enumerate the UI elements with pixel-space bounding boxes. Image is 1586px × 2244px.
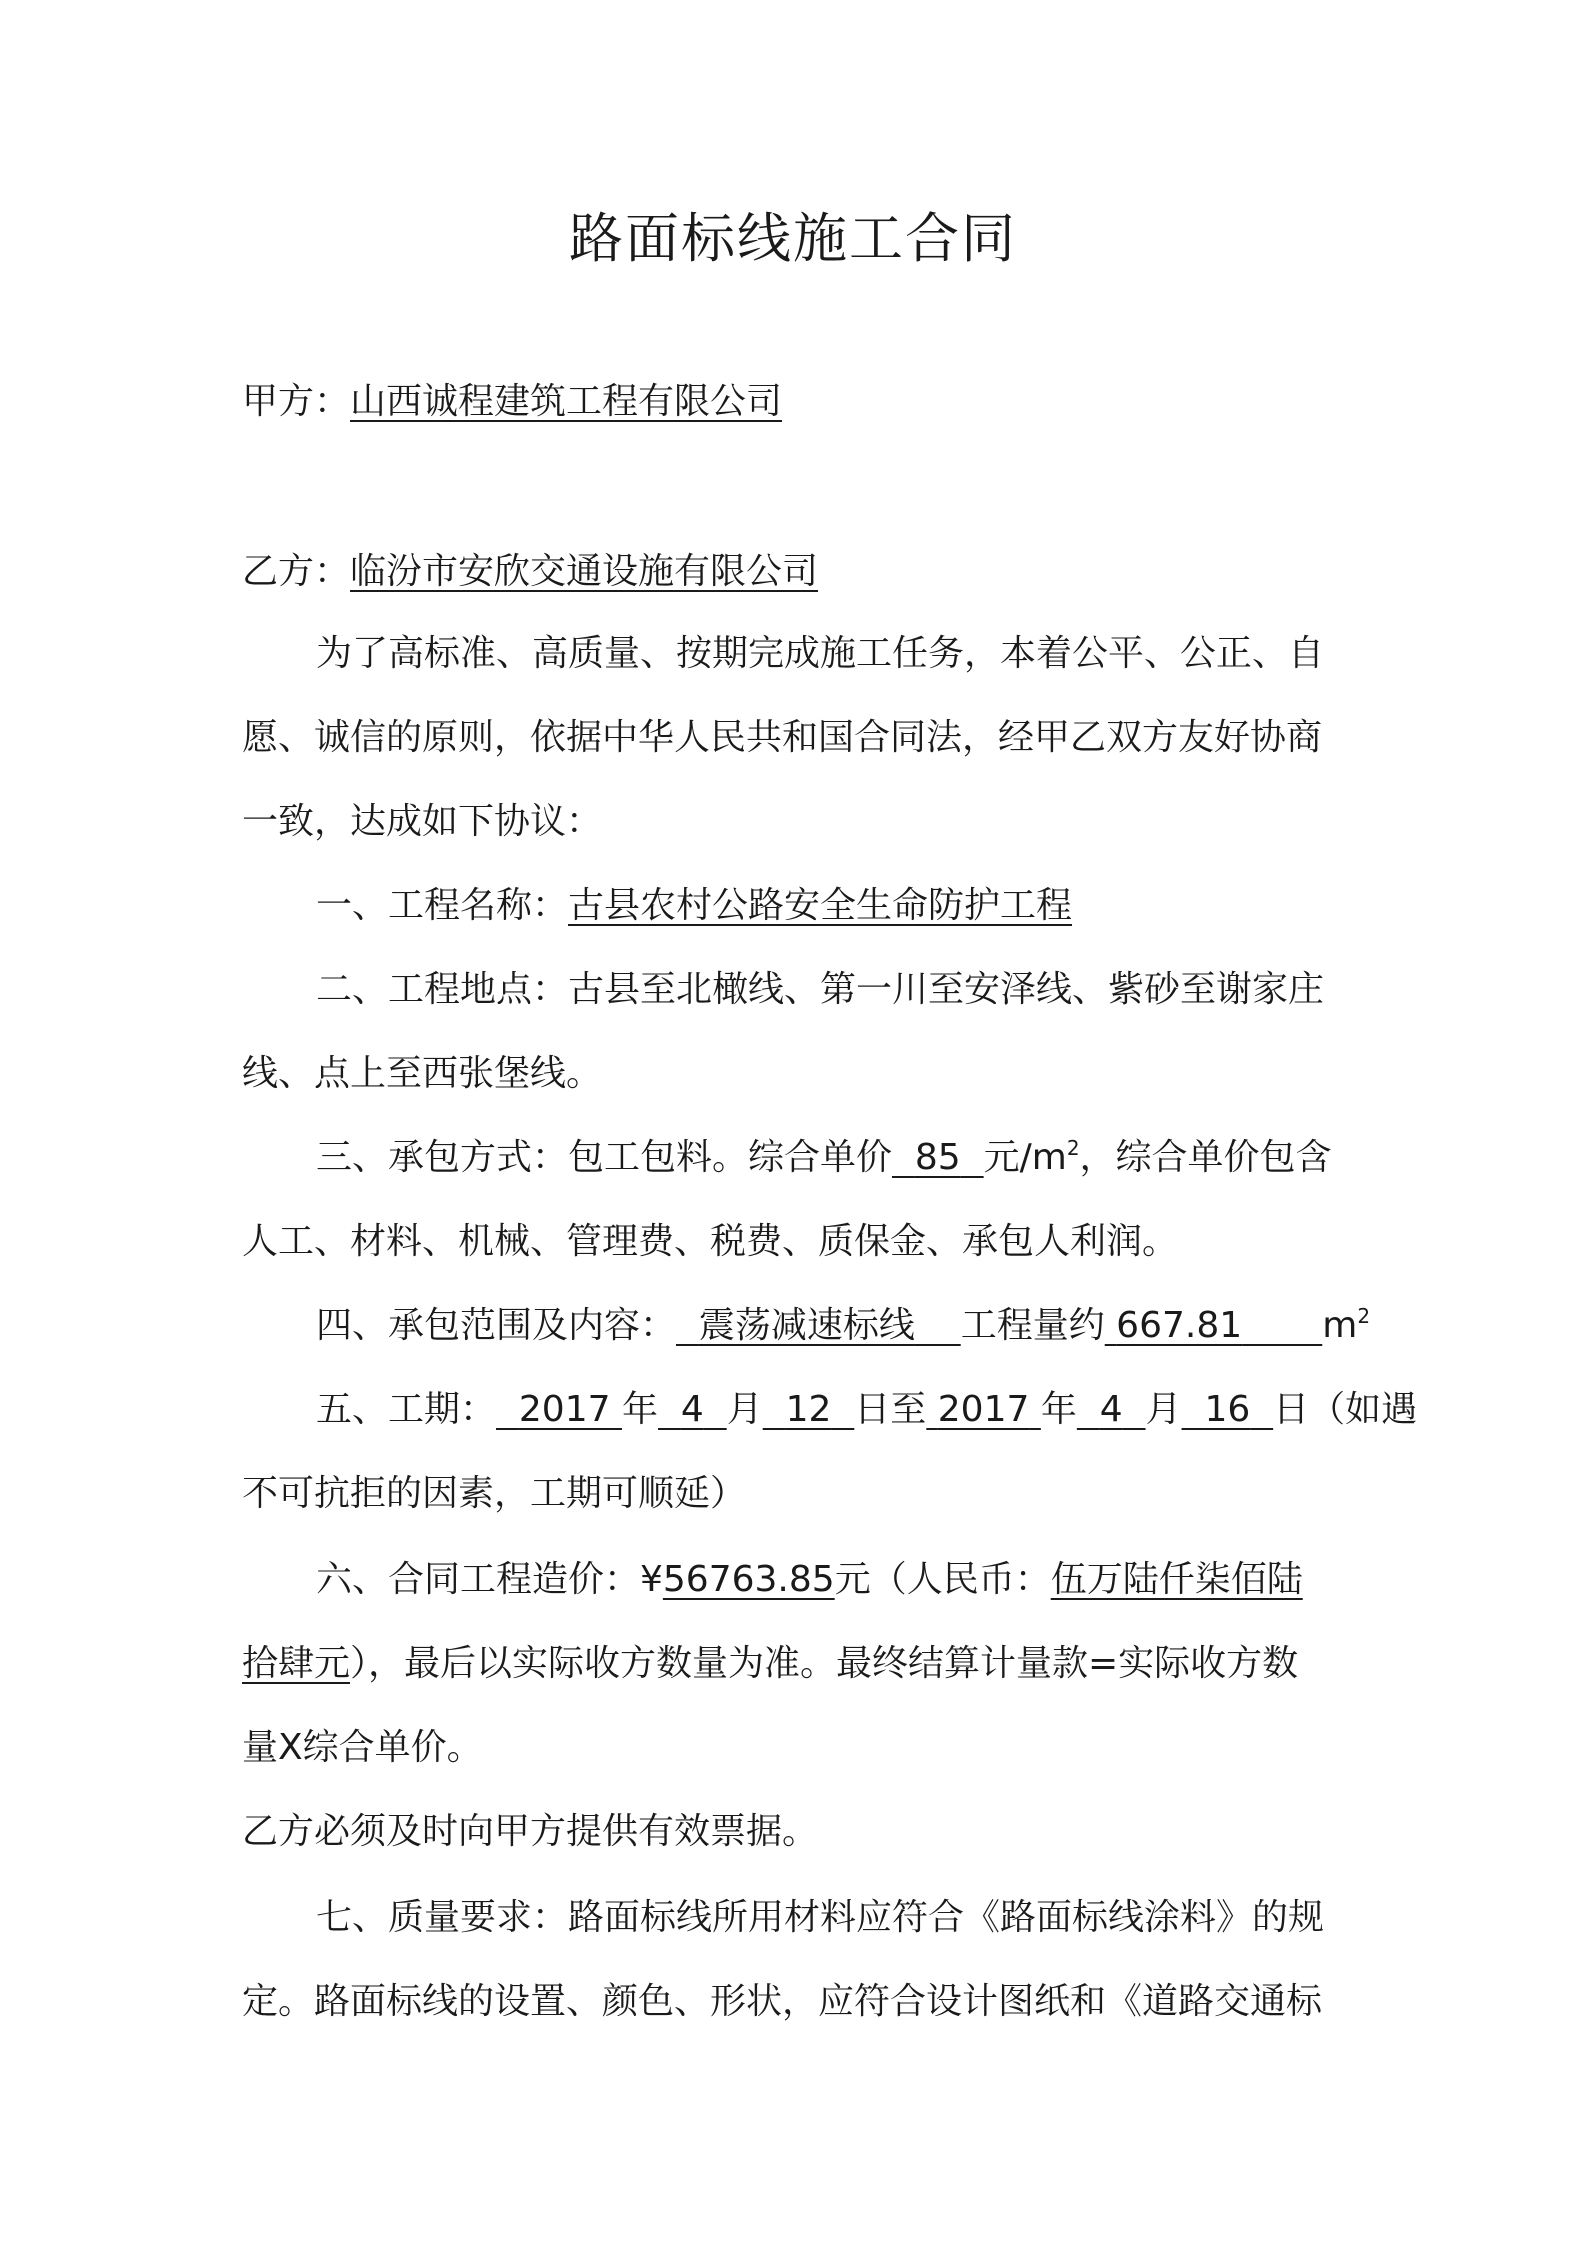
year-label-2: 年	[1040, 1389, 1077, 1430]
unit-price-sup: 2	[1066, 1136, 1080, 1160]
clause-2-line-1: 二、工程地点：古县至北橄线、第一川至安泽线、紫砂至谢家庄	[316, 969, 1325, 1010]
unit-price	[892, 1137, 984, 1178]
quantity-sup: 2	[1357, 1304, 1371, 1328]
party-a-label: 甲方：	[242, 381, 351, 422]
day-label: 日	[1273, 1389, 1310, 1430]
start-day	[763, 1389, 855, 1430]
intro-line-3: 一致，达成如下协议：	[242, 801, 603, 842]
clause-3-prefix: 三、承包方式：包工包料。综合单价	[316, 1137, 893, 1178]
month-label-2: 月	[1145, 1389, 1182, 1430]
clause-3-suffix: ，综合单价包含	[1079, 1137, 1332, 1178]
clause-3-line-2: 人工、材料、机械、管理费、税费、质保金、承包人利润。	[242, 1221, 1179, 1262]
party-b-label: 乙方：	[242, 551, 351, 592]
clause-7-line-2: 定。路面标线的设置、颜色、形状，应符合设计图纸和《道路交通标	[242, 1981, 1323, 2022]
clause-6-line-2	[242, 1636, 1362, 1692]
party-a-line	[242, 374, 1362, 430]
start-day-value: 12	[785, 1389, 832, 1430]
amount-in-words-2: 拾肆元	[242, 1643, 351, 1684]
scope-content-value: 震荡减速标线	[698, 1305, 915, 1346]
start-month-value: 4	[680, 1389, 704, 1430]
end-day-value: 16	[1204, 1389, 1251, 1430]
document-title: 路面标线施工合同	[569, 207, 1017, 270]
clause-4-mid: 工程量约	[960, 1305, 1105, 1346]
end-month	[1077, 1389, 1146, 1430]
clause-3-line-1	[316, 1130, 1362, 1186]
clause-6-rmb-label: 元（人民币：	[834, 1559, 1051, 1600]
clause-7-line-1: 七、质量要求：路面标线所用材料应符合《路面标线涂料》的规	[316, 1897, 1325, 1938]
unit-price-value: 85	[914, 1137, 961, 1178]
clause-6-line-3: 量Ⅹ综合单价。	[242, 1727, 483, 1768]
quantity-unit: m	[1322, 1305, 1358, 1346]
end-day	[1182, 1389, 1274, 1430]
clause-6-line-1	[316, 1552, 1362, 1608]
intro-line-2: 愿、诚信的原则，依据中华人民共和国合同法，经甲乙双方友好协商	[242, 717, 1323, 758]
clause-1-prefix: 一、工程名称：	[316, 885, 569, 926]
scope-content	[676, 1305, 961, 1346]
day-to-label: 日至	[854, 1389, 927, 1430]
year-label: 年	[621, 1389, 658, 1430]
month-label: 月	[726, 1389, 763, 1430]
start-month	[658, 1389, 727, 1430]
clause-5-line-2: 不可抗拒的因素，工期可顺延）	[242, 1473, 747, 1514]
clause-6-prefix: 六、合同工程造价：¥	[316, 1559, 663, 1600]
clause-6-rest: ），最后以实际收方数量为准。最终结算计量款=实际收方数	[350, 1643, 1299, 1684]
project-name: 古县农村公路安全生命防护工程	[568, 885, 1073, 926]
clause-4	[316, 1298, 1371, 1354]
party-b-line	[242, 544, 1362, 600]
clause-4-prefix: 四、承包范围及内容：	[316, 1305, 677, 1346]
quantity	[1105, 1305, 1323, 1346]
party-a-name: 山西诚程建筑工程有限公司	[350, 381, 783, 422]
intro-line-1: 为了高标准、高质量、按期完成施工任务，本着公平、公正、自	[316, 633, 1325, 674]
end-month-value: 4	[1099, 1389, 1123, 1430]
contract-amount: 56763.85	[662, 1559, 835, 1600]
quantity-value: 667.81	[1116, 1305, 1243, 1346]
start-year-value: 2017	[518, 1389, 611, 1430]
clause-5-suffix: （如遇	[1309, 1389, 1418, 1430]
end-year	[926, 1389, 1041, 1430]
amount-in-words-1: 伍万陆仟柒佰陆	[1050, 1559, 1303, 1600]
end-year-value: 2017	[937, 1389, 1030, 1430]
clause-1	[316, 878, 1362, 934]
start-year	[496, 1389, 622, 1430]
invoice-note: 乙方必须及时向甲方提供有效票据。	[242, 1811, 819, 1852]
clause-5-prefix: 五、工期：	[316, 1389, 497, 1430]
party-b-name: 临汾市安欣交通设施有限公司	[350, 551, 819, 592]
clause-2-line-2: 线、点上至西张堡线。	[242, 1053, 603, 1094]
clause-5-line-1	[316, 1382, 1418, 1438]
unit-price-unit: 元/m	[983, 1137, 1067, 1178]
